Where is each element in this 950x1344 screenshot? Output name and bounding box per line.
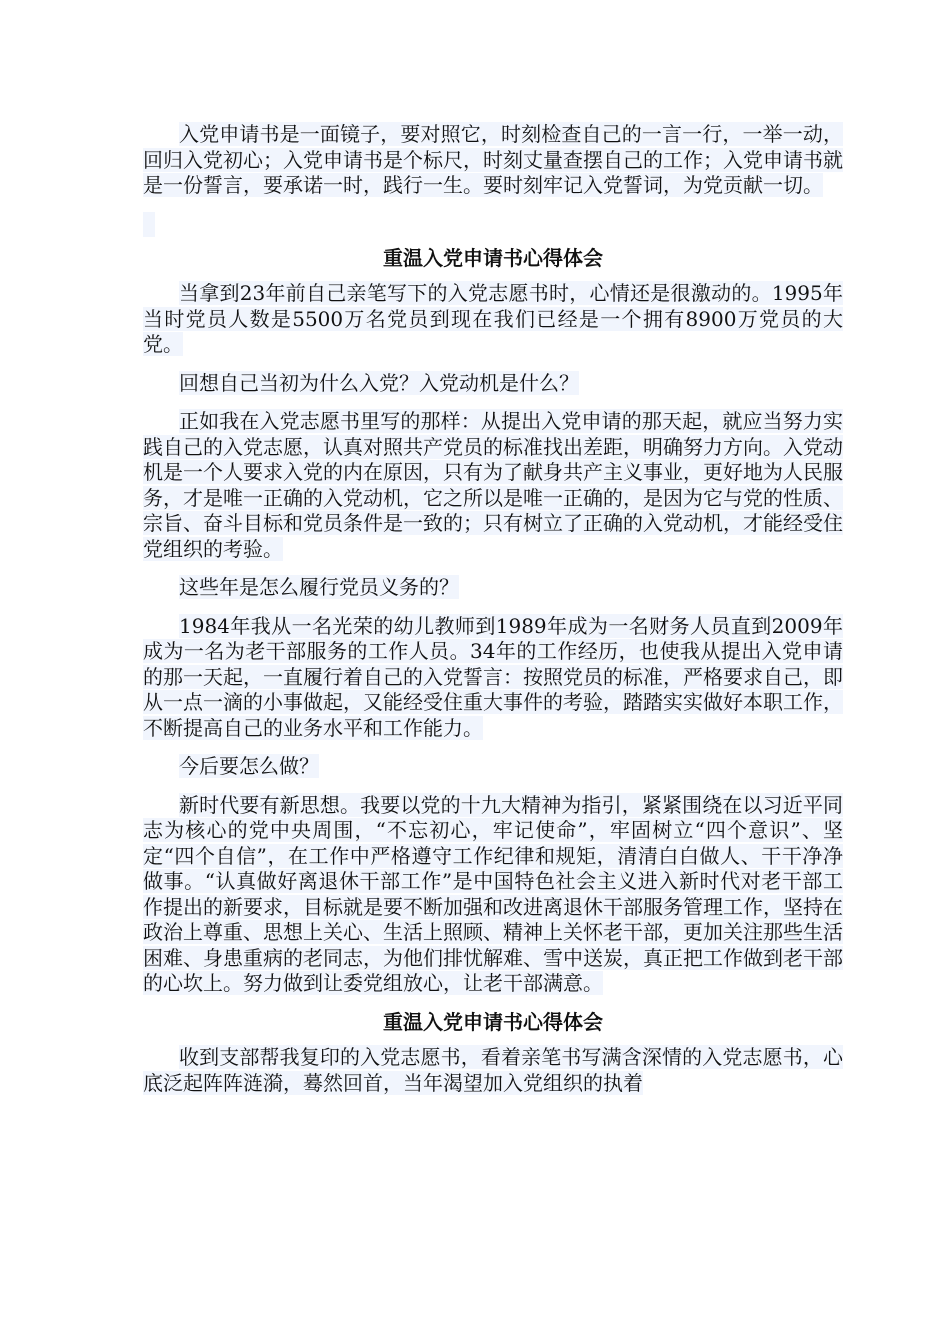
paragraph-text: 1984年我从一名光荣的幼儿教师到1989年成为一名财务人员直到2009年成为一名为老干部服务的工作人员。34年的工作经历，也使我从提出入党申请的那一天起，一直履行着自己的入党誓言：按照党员的标准，严格要求自己，即从一点一滴的小事做起，又能经受住重大事件的考验，踏踏实实做好本职工作，不断提高自己的业务水平和工作能力。 <box>143 613 843 740</box>
paragraph-text: 入党申请书是一面镜子，要对照它，时刻检查自己的一言一行，一举一动，回归入党初心；入党申请书是个标尺，时刻丈量查摆自己的工作；入党申请书就是一份誓言，要承诺一时，践行一生。要时刻牢记入党誓词，为党贡献一切。 <box>143 122 843 197</box>
paragraph-text: 新时代要有新思想。我要以党的十九大精神为指引，紧紧围绕在以习近平同志为核心的党中央周围，“不忘初心，牢记使命”，牢固树立“四个意识”、坚定“四个自信”，在工作中严格遵守工作纪律和规矩，清清白白做人、干干净净做事。“认真做好离退休干部工作”是中国特色社会主义进入新时代对老干部工作提出的新要求，目标就是要不断加强和改进离退休干部服务管理工作，坚持在政治上尊重、思想上关心、生活上照顾、精神上关怀老干部，更加关注那些生活困难、身患重病的老同志，为他们排忧解难、雪中送炭，真正把工作做到老干部的心坎上。努力做到让委党组放心，让老干部满意。 <box>143 792 843 995</box>
section-heading: 重温入党申请书心得体会 <box>383 245 603 270</box>
paragraph-text: 今后要怎么做？ <box>179 754 319 778</box>
paragraph-text: 当拿到23年前自己亲笔写下的入党志愿书时，心情还是很激动的。1995年当时党员人数是5500万名党员到现在我们已经是一个拥有8900万党员的大党。 <box>143 281 843 356</box>
paragraph-mirror <box>143 122 843 199</box>
section-heading: 重温入党申请书心得体会 <box>383 1009 603 1034</box>
paragraph-question-future <box>143 754 843 780</box>
paragraph-text: 正如我在入党志愿书里写的那样：从提出入党申请的那天起，就应当努力实践自己的入党志愿，认真对照共产党员的标准找出差距，明确努力方向。入党动机是一个人要求入党的内在原因，只有为了献身共产主义事业，更好地为人民服务，才是唯一正确的入党动机，它之所以是唯一正确的，是因为它与党的性质、宗旨、奋斗目标和党员条件是一致的；只有树立了正确的入党动机，才能经受住党组织的考验。 <box>143 409 843 561</box>
paragraph-new-era <box>143 793 843 997</box>
paragraph-23-years <box>143 281 843 358</box>
paragraph-motive-answer <box>143 409 843 562</box>
paragraph-career-history <box>143 614 843 742</box>
document-body <box>143 122 843 1109</box>
paragraph-text: 这些年是怎么履行党员义务的？ <box>179 575 459 599</box>
paragraph-text: 回想自己当初为什么入党？入党动机是什么？ <box>179 370 579 395</box>
paragraph-question-duty <box>143 575 843 601</box>
paragraph-text: 收到支部帮我复印的入党志愿书，看着亲笔书写满含深情的入党志愿书，心底泛起阵阵涟漪，蓦然回首，当年渴望加入党组织的执着 <box>143 1045 843 1095</box>
empty-paragraph-marker <box>143 212 155 237</box>
paragraph-received-copy <box>143 1045 843 1096</box>
paragraph-question-motive <box>143 371 843 397</box>
